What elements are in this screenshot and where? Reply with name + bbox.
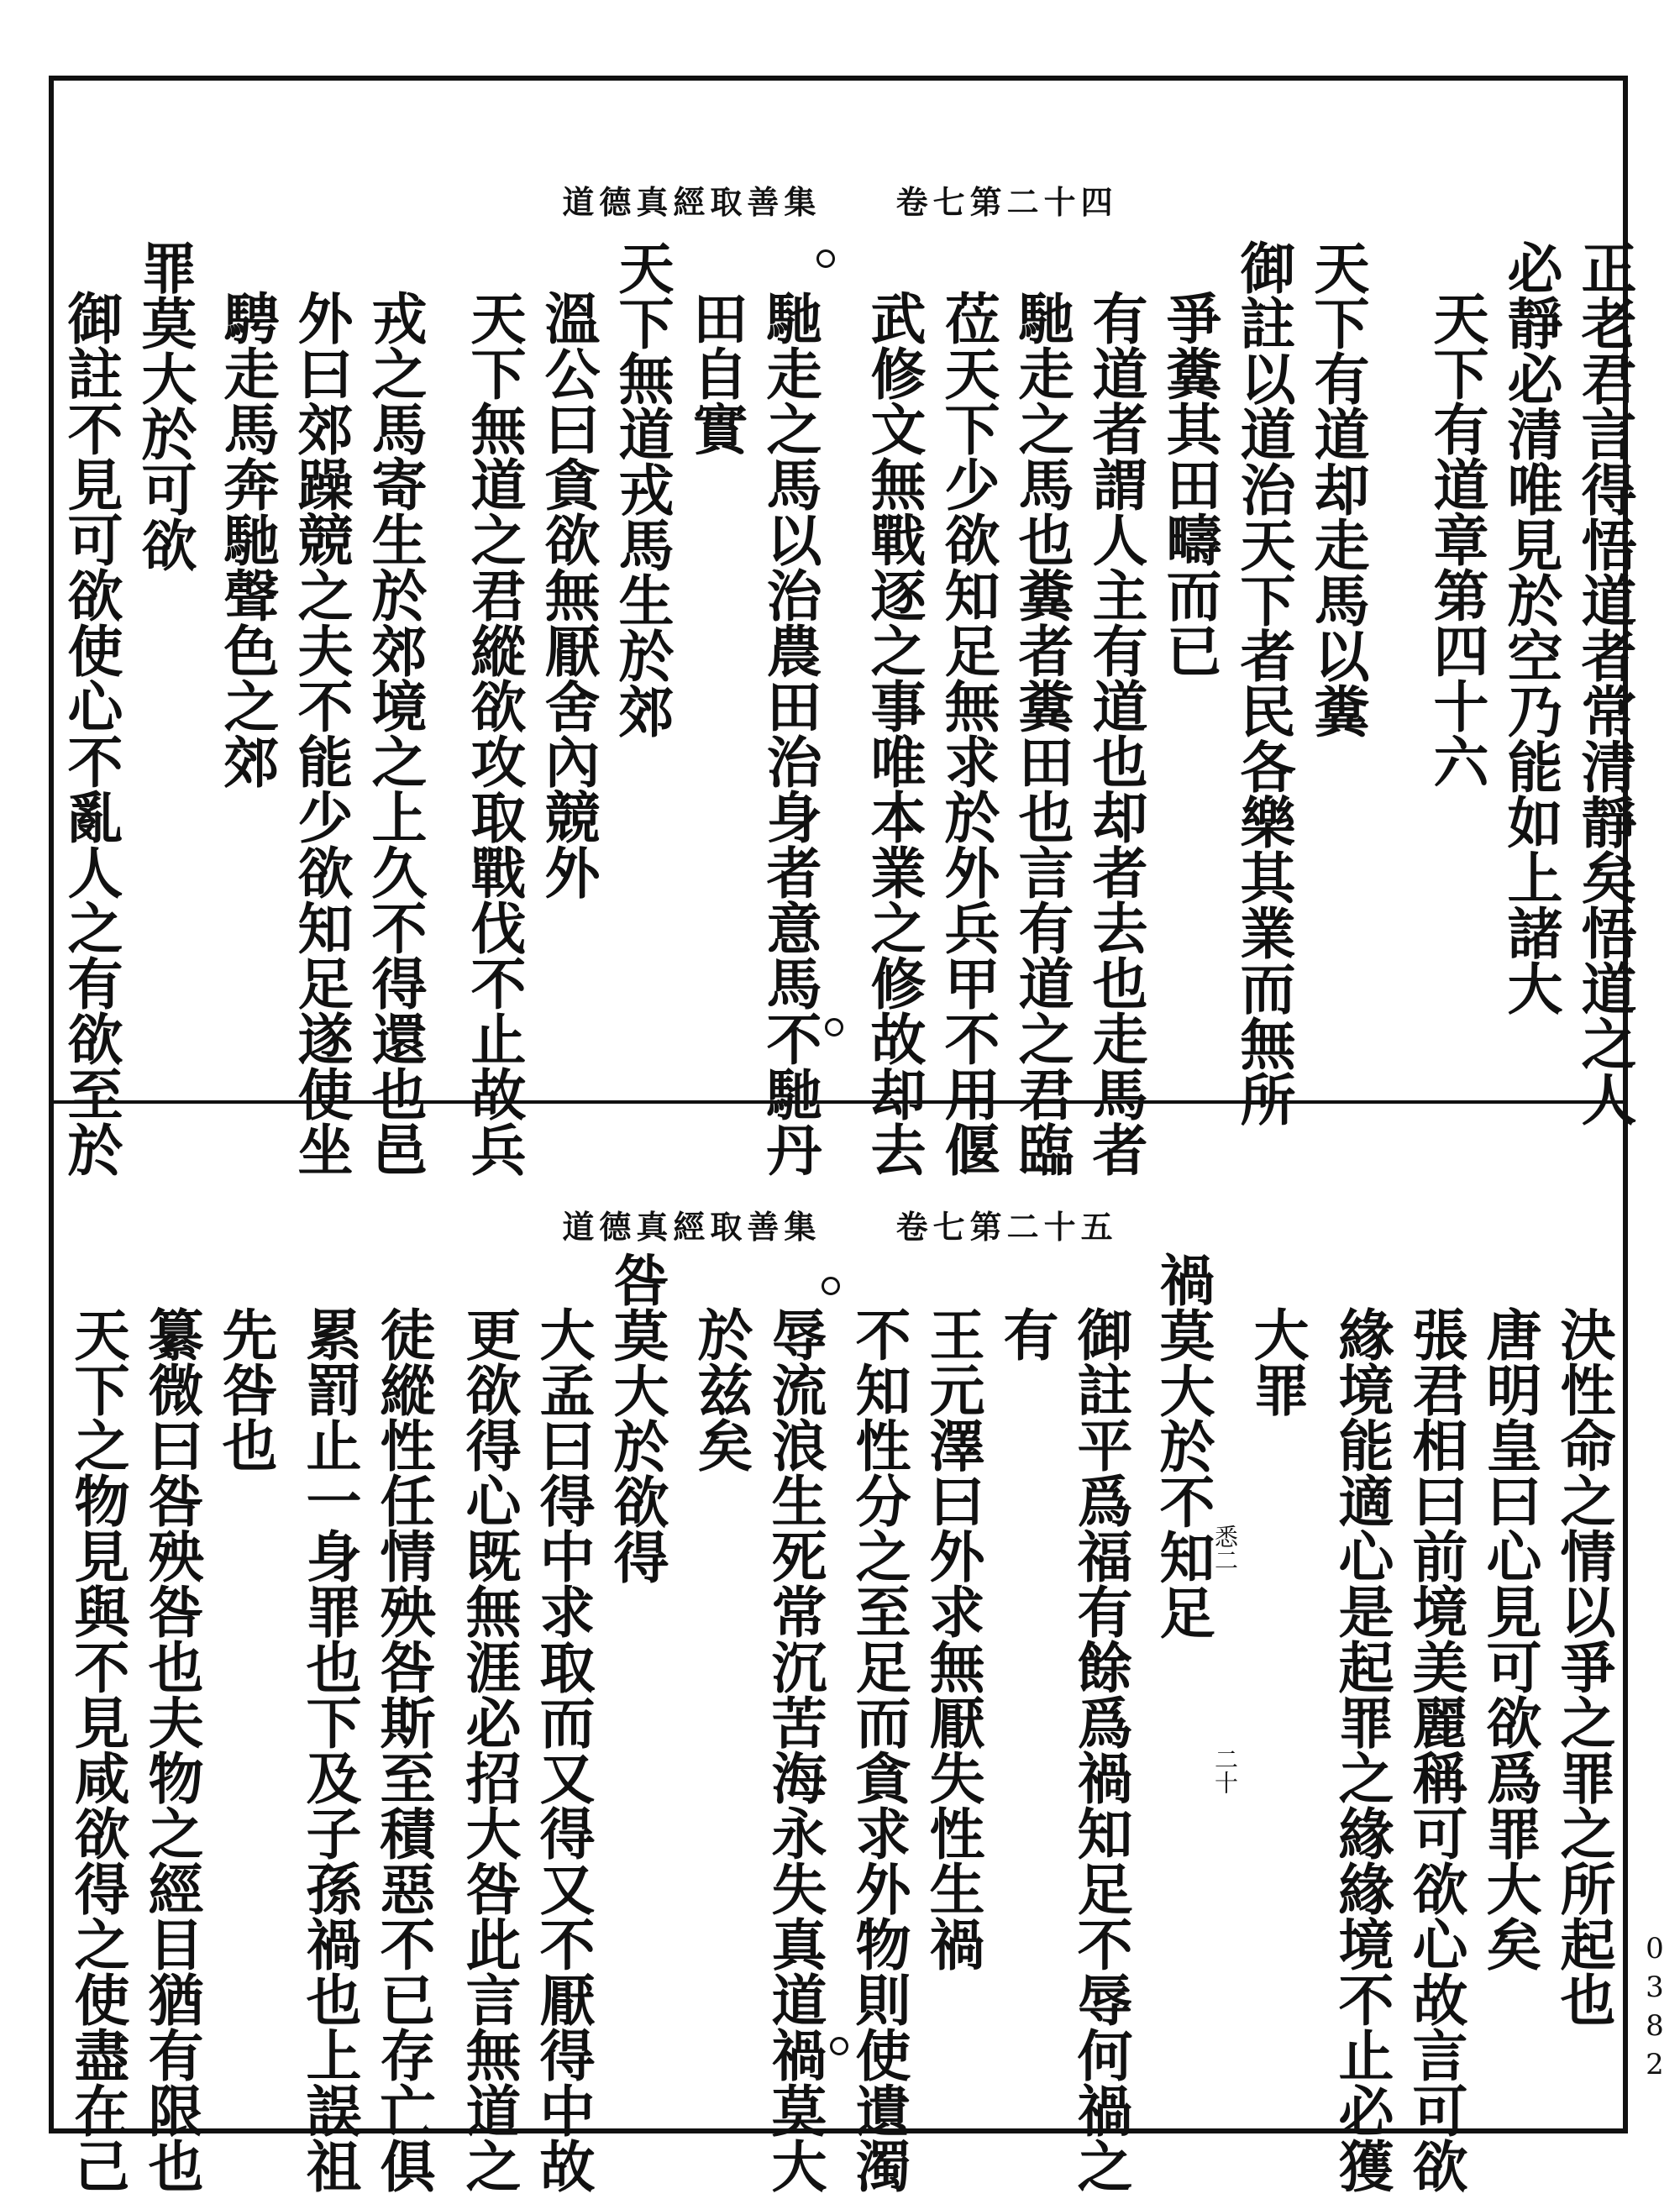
top-page-header: [0, 176, 1680, 223]
bottom-header-volume: 卷七第二十五: [895, 1208, 1118, 1246]
bottom-col-14: 大孟曰得中求取而又得又不厭得中故: [530, 1306, 596, 2193]
top-col-5: 御註以道治天下者民各樂其業而無所: [1231, 239, 1296, 1126]
bottom-col-9: 王元澤曰外求無厭失性生禍: [920, 1306, 985, 1971]
bottom-col-16: 徒縱性任情殃咎斯至積惡不已存亡俱: [370, 1306, 436, 2193]
top-col-6: 爭糞其田疇而已: [1157, 290, 1222, 678]
bottom-col-1: 決性命之情以爭之罪之所起也: [1551, 1306, 1616, 2027]
top-col-2: 必靜必清唯見於空乃能如上諸大: [1498, 239, 1563, 1016]
page-divider: [49, 1100, 1628, 1104]
bottom-col-10: 不知性分之至足而貪求外物則使遺濁: [846, 1306, 911, 2193]
bottom-col-17: 累罰止一身罪也下及子孫禍也上誤祖: [297, 1306, 362, 2193]
bottom-col-5: 大罪: [1244, 1306, 1310, 1417]
section-circle-mark: [825, 1018, 843, 1037]
top-col-12: 田自實: [683, 290, 748, 456]
bottom-col-20: 天下之物見與不見咸欲得之使盡在己: [65, 1306, 130, 2193]
top-col-16: 戎之馬寄生於郊境之上久不得還也邑: [362, 290, 428, 1177]
bottom-col-15: 更欲得心既無涯必招大咎此言無道之: [456, 1306, 522, 2193]
bottom-col-13: 咎莫大於欲得: [604, 1252, 669, 1584]
bottom-col-3: 張君相曰前境美麗稱可欲心故言可欲: [1403, 1306, 1468, 2193]
page-number: 0382: [1638, 1932, 1672, 2086]
top-col-11: 馳走之馬以治農田治身者意馬不馳丹: [757, 290, 822, 1177]
margin-note: 悉二: [1211, 1525, 1239, 1572]
top-header-volume: 卷七第二十四: [895, 183, 1118, 221]
top-header-title: 道德真經取善集: [562, 183, 822, 221]
top-col-13: 天下無道戎馬生於郊: [609, 239, 675, 738]
bottom-header-title: 道德真經取善集: [562, 1208, 822, 1246]
section-circle-mark: [822, 1277, 840, 1295]
margin-note: 二十: [1211, 1747, 1239, 1794]
top-col-8: 馳走之馬也糞者糞田也言有道之君臨: [1009, 290, 1074, 1177]
top-col-1: 正老君言得悟道者常清靜矣悟道之人: [1572, 239, 1637, 1126]
bottom-col-7: 御註平爲福有餘爲禍知足不辱何禍之: [1068, 1306, 1133, 2193]
top-col-20: 御註不見可欲使心不亂人之有欲至於: [58, 290, 123, 1177]
bottom-col-18: 先咎也: [213, 1306, 278, 1472]
bottom-page-header: [0, 1201, 1680, 1247]
top-col-3: 天下有道章第四十六: [1424, 290, 1489, 789]
top-col-19: 罪莫大於可欲: [132, 239, 197, 572]
top-col-4: 天下有道却走馬以糞: [1305, 239, 1370, 738]
bottom-col-8: 有: [994, 1306, 1059, 1362]
top-col-18: 騁走馬奔馳聲色之郊: [214, 290, 280, 789]
top-col-14: 溫公曰貪欲無厭舍內競外: [535, 290, 601, 900]
section-circle-mark: [816, 249, 835, 268]
bottom-col-4: 緣境能適心是起罪之緣緣境不止必獲: [1329, 1306, 1394, 2193]
bottom-col-6: 禍莫大於不知足: [1150, 1252, 1215, 1640]
section-circle-mark: [830, 2037, 848, 2055]
bottom-col-12: 於兹矣: [688, 1306, 753, 1472]
top-col-17: 外曰郊躁競之夫不能少欲知足遂使坐: [288, 290, 354, 1177]
bottom-col-19: 纂微曰咎殃咎也夫物之經目猶有限也: [139, 1306, 204, 2193]
bottom-col-11: 辱流浪生死常沉苦海永失真道禍莫大: [762, 1306, 827, 2193]
top-col-7: 有道者謂人主有道也却者去也走馬者: [1083, 290, 1148, 1177]
top-col-10: 武修文無戰逐之事唯本業之修故却去: [861, 290, 927, 1177]
top-col-9: 莅天下少欲知足無求於外兵甲不用偃: [935, 290, 1000, 1177]
bottom-col-2: 唐明皇曰心見可欲爲罪大矣: [1477, 1306, 1542, 1971]
top-col-15: 天下無道之君縱欲攻取戰伐不止故兵: [461, 290, 527, 1177]
